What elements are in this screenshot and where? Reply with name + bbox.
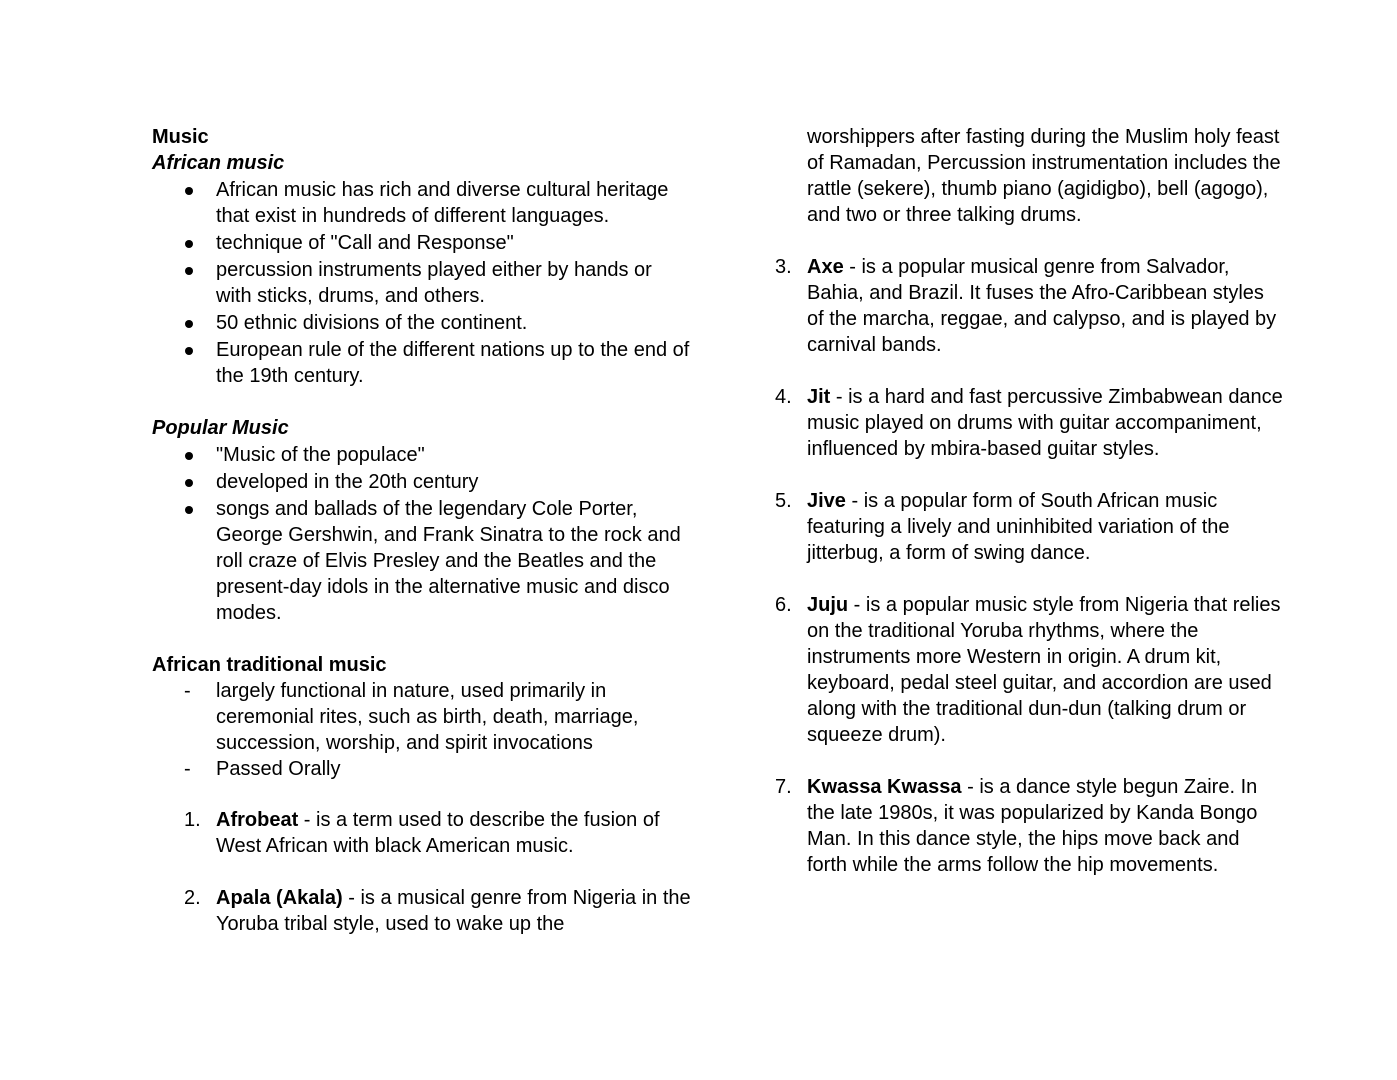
genre-term: Kwassa Kwassa — [807, 776, 962, 798]
genre-description: - is a popular form of South African music featuring a lively and uninhibited variation of the jitterbug, a form of swing dance. — [807, 490, 1230, 564]
african-music-list — [152, 177, 692, 389]
bullet-icon — [185, 479, 193, 487]
genre-list-right — [775, 254, 1285, 878]
bullet-icon — [185, 347, 193, 355]
bullet-icon — [185, 452, 193, 460]
bullet-icon — [185, 187, 193, 195]
item-number: 1. — [184, 809, 201, 831]
genre-term: Jit — [807, 386, 831, 408]
dash-marker: - — [184, 680, 191, 702]
list-item: "Music of the populace" — [152, 442, 692, 468]
bullet-icon — [185, 506, 193, 514]
genre-continuation: worshippers after fasting during the Muslim holy feast of Ramadan, Percussion instrumentation includes the rattle (sekere), thumb piano (agidigbo), bell (agogo), and two or three talking drums. — [807, 126, 1281, 226]
item-number: 4. — [775, 386, 792, 408]
item-number: 7. — [775, 776, 792, 798]
genre-item — [775, 592, 1285, 748]
genre-description: - is a term used to describe the fusion of West African with black American music. — [216, 809, 660, 857]
section-heading-popular-music: Popular Music — [152, 417, 289, 439]
genre-description: - is a popular music style from Nigeria that relies on the traditional Yoruba rhythms, where the instruments more Western in origin. A drum kit, keyboard, pedal steel guitar, and accordion are used along with the traditional dun-dun (talking drum or squeeze drum). — [807, 594, 1281, 746]
popular-music-list — [152, 442, 692, 626]
bullet-icon — [185, 267, 193, 275]
genre-term: Juju — [807, 594, 849, 616]
genre-item — [152, 807, 692, 859]
genre-term: Afrobeat — [216, 809, 299, 831]
genre-item — [152, 885, 692, 937]
list-item: songs and ballads of the legendary Cole Porter, George Gershwin, and Frank Sinatra to the rock and roll craze of Elvis Presley and the Beatles and the present-day idols in the alternative music and disco modes. — [152, 496, 692, 626]
list-item: developed in the 20th century — [152, 469, 692, 495]
list-item: - largely functional in nature, used primarily in ceremonial rites, such as birth, death, marriage, succession, worship, and spirit invocations — [184, 680, 639, 754]
genre-description: - is a popular musical genre from Salvador, Bahia, and Brazil. It fuses the Afro-Caribbean styles of the marcha, reggae, and calypso, and is played by carnival bands. — [807, 256, 1277, 356]
section-heading-african-music: African music — [152, 152, 285, 174]
dash-marker: - — [184, 758, 191, 780]
genre-term: Axe — [807, 256, 844, 278]
genre-item — [775, 488, 1285, 566]
genre-description: - is a dance style begun Zaire. In the late 1980s, it was popularized by Kanda Bongo Man. In this dance style, the hips move back and forth while the arms follow the hip movements. — [807, 776, 1258, 876]
list-item: 50 ethnic divisions of the continent. — [152, 310, 692, 336]
genre-item — [775, 384, 1285, 462]
traditional-music-list — [152, 678, 692, 782]
list-item: European rule of the different nations up to the end of the 19th century. — [152, 337, 692, 389]
genre-item — [775, 254, 1285, 358]
genre-description: - is a hard and fast percussive Zimbabwean dance music played on drums with guitar accompaniment, influenced by mbira-based guitar styles. — [807, 386, 1283, 460]
list-item: African music has rich and diverse cultural heritage that exist in hundreds of different languages. — [152, 177, 692, 229]
item-number: 6. — [775, 594, 792, 616]
genre-term: Jive — [807, 490, 846, 512]
genre-description: - is a musical genre from Nigeria in the Yoruba tribal style, used to wake up the — [216, 887, 691, 935]
genre-item — [775, 774, 1285, 878]
right-column — [775, 124, 1285, 878]
left-column — [152, 124, 692, 937]
list-item: technique of "Call and Response" — [152, 230, 692, 256]
genre-list-left — [152, 807, 692, 937]
page-title: Music — [152, 126, 209, 148]
list-item: percussion instruments played either by hands or with sticks, drums, and others. — [152, 257, 692, 309]
section-heading-african-traditional-music: African traditional music — [152, 654, 387, 676]
bullet-icon — [185, 320, 193, 328]
item-number: 3. — [775, 256, 792, 278]
item-number: 5. — [775, 490, 792, 512]
bullet-icon — [185, 240, 193, 248]
genre-term: Apala (Akala) — [216, 887, 343, 909]
item-number: 2. — [184, 887, 201, 909]
list-item: - Passed Orally — [184, 758, 341, 780]
